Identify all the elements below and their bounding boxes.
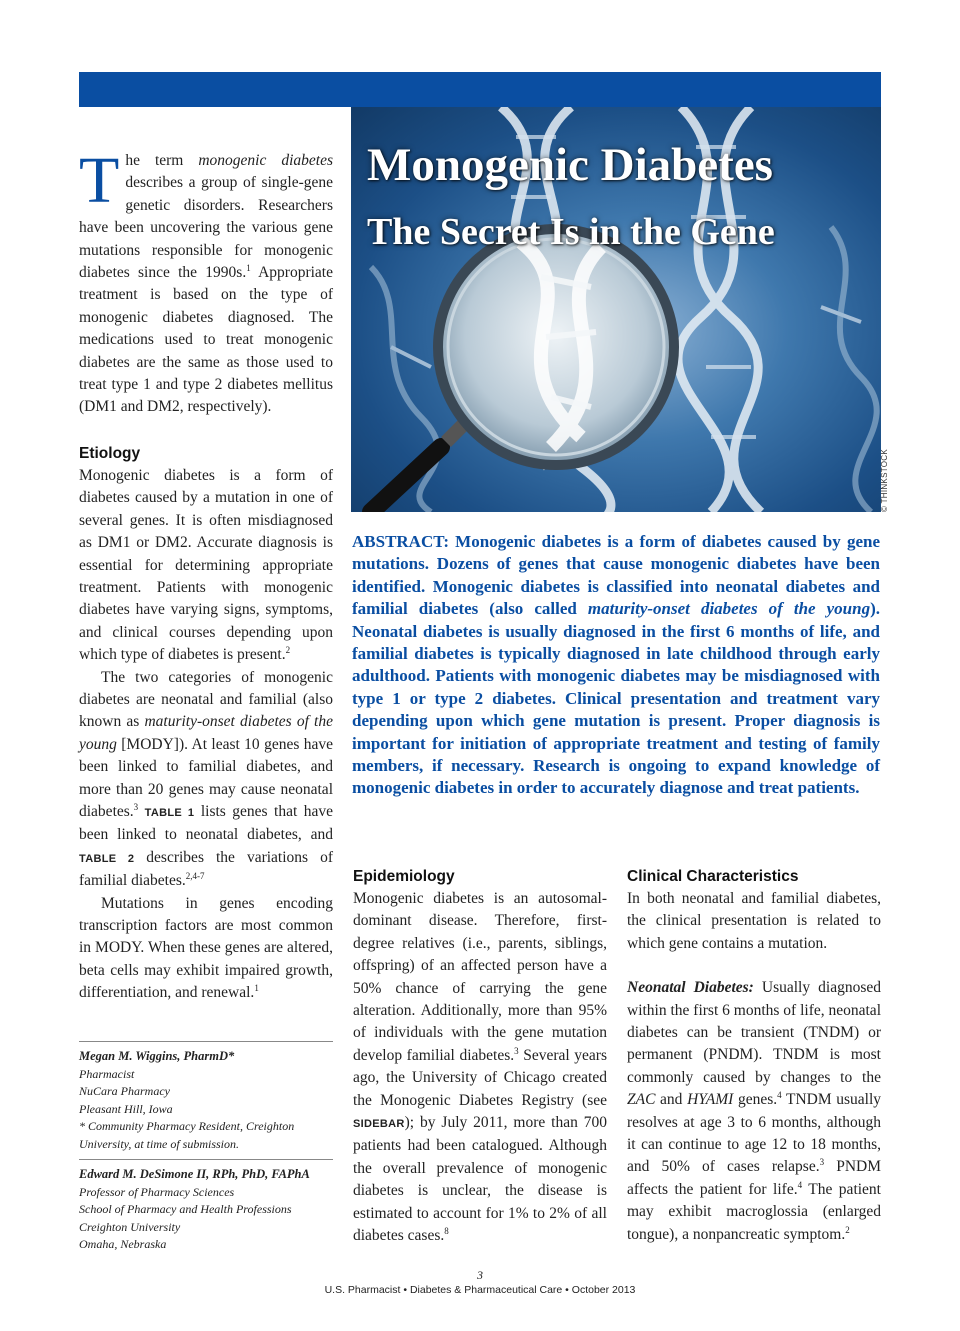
photo-credit: © THINKSTOCK bbox=[880, 449, 889, 512]
author-block: Edward M. DeSimone II, RPh, PhD, FAPhA Professor of Pharmacy Sciences School of Pharmacy and Health Professions Creighton University Omaha, Nebraska bbox=[79, 1159, 333, 1260]
section-heading-clinical: Clinical Characteristics bbox=[627, 868, 799, 885]
hero-image bbox=[351, 107, 881, 512]
author-block: Megan M. Wiggins, PharmD* Pharmacist NuCara Pharmacy Pleasant Hill, Iowa * Community Pharmacy Resident, Creighton University, at time of submission. bbox=[79, 1041, 333, 1159]
epidemiology-paragraph: Monogenic diabetes is an autosomal-dominant disease. Therefore, first-degree relatives (i.e., parents, siblings, offspring) of an affected person have a 50% chance of carrying the gene alteration. Additionally, more than 95% of individuals with the gene mutation develop familial diabetes.$^3$ Several years ago, the University of Chicago created the Monogenic Diabetes Registry (see SIDEBAR); by July 2011, more than 700 patients had been catalogued. Although the overall prevalence of monogenic diabetes is unclear, the disease is estimated to account for 1% to 2% of all diabetes cases.$^8$ bbox=[353, 890, 607, 1245]
article-subtitle: The Secret Is in the Gene bbox=[367, 211, 775, 253]
author-info bbox=[79, 1041, 333, 1260]
clinical-paragraph-2: Neonatal Diabetes: Usually diagnosed within the first 6 months of life, neonatal diabetes can be transient (TNDM) or permanent (PNDM). TNDM is most commonly caused by changes to the ZAC and HYAMI genes.$^4$ TNDM usually resolves at age 3 to 6 months, although it can continue to age 12 to 18 months, and 50% of cases relapse.$^3$ PNDM affects the patient for life.$^4$ The patient may exhibit macroglossia (enlarged tongue), a nonpancreatic symptom.$^2$ bbox=[627, 979, 882, 1243]
drop-cap: T bbox=[79, 144, 120, 217]
etiology-paragraph-2: The two categories of monogenic diabetes are neonatal and familial (also known as maturity-onset diabetes of the young [MODY]). At least 10 genes have been linked to familial diabetes, and more than 20 genes may cause neonatal diabetes.$^3$ TABLE 1 lists genes that have been linked to neonatal diabetes, and TABLE 2 describes the variations of familial diabetes.$^{2,4-7}$ bbox=[79, 668, 334, 890]
intro-paragraph: The term monogenic diabetes describes a group of single-gene genetic disorders. Researchers have been uncovering the various gene mutations responsible for monogenic diabetes since the 1990s.$^1$ Appropriate treatment is based on the type of monogenic diabetes diagnosed. The medications used to treat monogenic diabetes are the same as those used to treat type 1 and type 2 diabetes mellitus (DM1 and DM2, respectively). bbox=[79, 144, 333, 416]
abstract-label: ABSTRACT: bbox=[352, 532, 449, 551]
page-number: 3 bbox=[477, 1268, 483, 1282]
footer-text: U.S. Pharmacist • Diabetes & Pharmaceutical Care • October 2013 bbox=[324, 1284, 636, 1296]
sidebar-reference: SIDEBAR bbox=[353, 1118, 405, 1131]
column-middle bbox=[353, 866, 607, 1248]
section-heading-etiology: Etiology bbox=[79, 444, 141, 462]
table-1-reference: TABLE 1 bbox=[144, 806, 195, 819]
column-right bbox=[627, 866, 881, 1246]
abstract: ABSTRACT: Monogenic diabetes is a form of diabetes caused by gene mutations. Dozens of genes that cause monogenic diabetes have been identified. Monogenic diabetes is classified into neonatal diabetes and familial diabetes (also called maturity-onset diabetes of the young). Neonatal diabetes is usually diagnosed in the first 6 months of life, and familial diabetes is typically diagnosed in late childhood through early adulthood. Patients with monogenic diabetes may be misdiagnosed with type 1 or type 2 diabetes. Clinical presentation and treatment vary depending upon which gene mutation is present. Proper diagnosis is important for initiation of appropriate treatment and testing of family members, if necessary. Research is ongoing to expand knowledge of monogenic diabetes in order to accurately diagnose and treat patients. bbox=[352, 532, 880, 798]
section-heading-epidemiology: Epidemiology bbox=[353, 868, 455, 885]
etiology-paragraph-3: Mutations in genes encoding transcription factors are most common in MODY. When these genes are altered, beta cells may exhibit impaired growth, differentiation, and renewal.$^1$ bbox=[79, 894, 333, 1002]
article-title: Monogenic Diabetes bbox=[367, 139, 773, 191]
author-name: Megan M. Wiggins, PharmD* bbox=[79, 1049, 235, 1063]
header-bar bbox=[79, 72, 881, 107]
author-name: Edward M. DeSimone II, RPh, PhD, FAPhA bbox=[79, 1167, 310, 1181]
subheading-neonatal: Neonatal Diabetes: bbox=[627, 979, 754, 997]
column-left bbox=[79, 144, 334, 1005]
table-2-reference: TABLE 2 bbox=[79, 852, 135, 865]
etiology-paragraph-1: Monogenic diabetes is a form of diabetes caused by a mutation in one of several genes. It is often misdiagnosed as DM1 or DM2. Accurate diagnosis is essential for determining appropriate treatment. Patients with monogenic diabetes have varying signs, symptoms, and clinical courses depending upon which type of diabetes is present.$^2$ bbox=[79, 466, 333, 664]
clinical-paragraph-1: In both neonatal and familial diabetes, the clinical presentation is related to which gene contains a mutation. bbox=[627, 890, 881, 952]
